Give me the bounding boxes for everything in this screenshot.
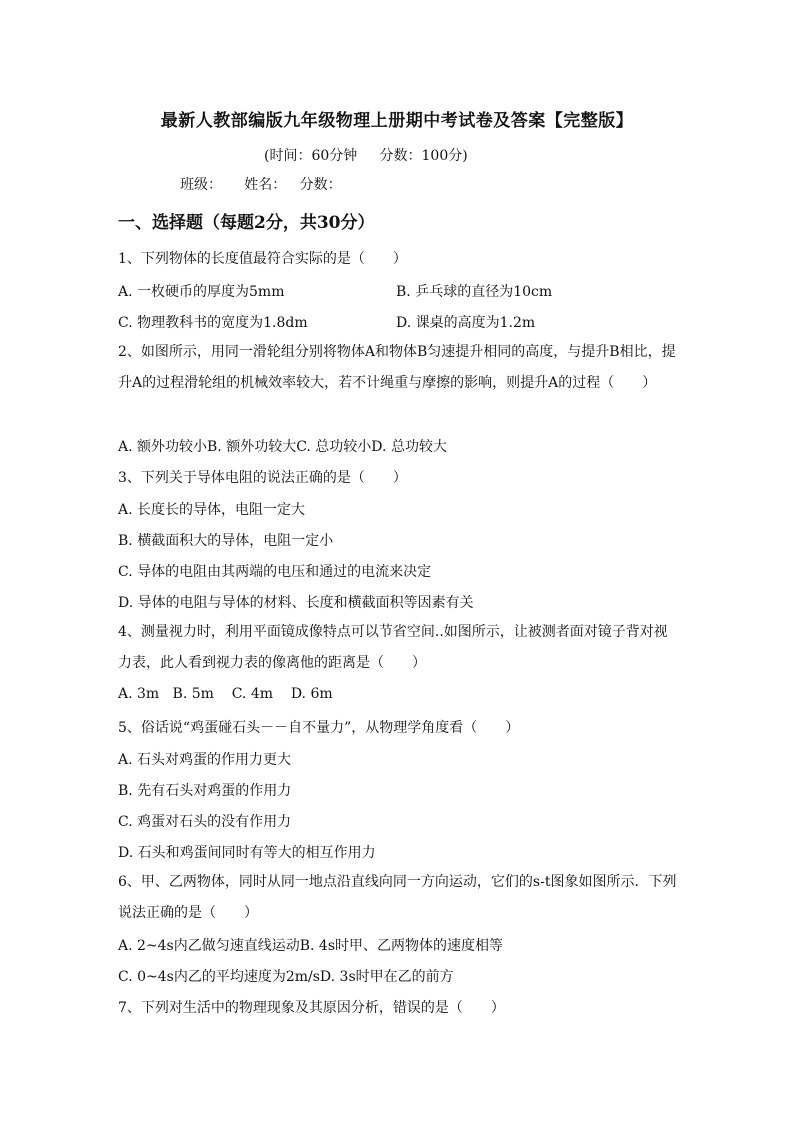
- question-6-stem: 6、甲、乙两物体，同时从同一地点沿直线向同一方向运动，它们的s-t图象如图所示．下列说法正确的是（ ）: [118, 874, 677, 921]
- exam-title: 最新人教部编版九年级物理上册期中考试卷及答案【完整版】: [160, 111, 634, 131]
- section-heading-choice: 一、选择题（每题2分，共30分）: [118, 213, 375, 233]
- student-info-line: 班级： 姓名： 分数：: [180, 177, 342, 193]
- question-5-stem: 5、俗话说“鸡蛋碰石头－－自不量力”，从物理学角度看（ ）: [118, 720, 520, 736]
- question-5-option-a: A. 石头对鸡蛋的作用力更大: [118, 752, 292, 768]
- question-3-option-b: B. 横截面积大的导体，电阻一定小: [118, 533, 334, 549]
- question-3-stem: 3、下列关于导体电阻的说法正确的是（ ）: [118, 470, 407, 486]
- question-5-option-d: D. 石头和鸡蛋间同时有等大的相互作用力: [118, 845, 376, 861]
- question-4-stem: 4、测量视力时，利用平面镜成像特点可以节省空间..如图所示，让被测者面对镜子背对视力表，此人看到视力表的像离他的距离是（ ）: [118, 624, 668, 671]
- question-2-options: A. 额外功较小B. 额外功较大C. 总功较小D. 总功较大: [118, 439, 447, 455]
- question-6-options-ab: A. 2~4s内乙做匀速直线运动B. 4s时甲、乙两物体的速度相等: [118, 938, 504, 954]
- question-3-option-a: A. 长度长的导体，电阻一定大: [118, 502, 306, 518]
- question-5-option-b: B. 先有石头对鸡蛋的作用力: [118, 783, 292, 799]
- question-4-options: A. 3m B. 5m C. 4m D. 6m: [118, 686, 333, 702]
- question-1-option-c: C. 物理教科书的宽度为1.8dm: [118, 315, 308, 331]
- question-3-option-c: C. 导体的电阻由其两端的电压和通过的电流来决定: [118, 564, 432, 580]
- question-1-stem: 1、下列物体的长度值最符合实际的是（ ）: [118, 251, 407, 267]
- question-1-option-d: D. 课桌的高度为1.2m: [396, 315, 536, 331]
- question-7-stem: 7、下列对生活中的物理现象及其原因分析，错误的是（ ）: [118, 1000, 505, 1016]
- question-2-stem: 2、如图所示，用同一滑轮组分别将物体A和物体B匀速提升相同的高度，与提升B相比，提升A的过程滑轮组的机械效率较大，若不计绳重与摩擦的影响，则提升A的过程（ ）: [118, 344, 676, 391]
- question-1-option-b: B. 乒乓球的直径为10cm: [396, 284, 553, 300]
- question-3-option-d: D. 导体的电阻与导体的材料、长度和横截面积等因素有关: [118, 595, 474, 611]
- question-6-options-cd: C. 0~4s内乙的平均速度为2m/sD. 3s时甲在乙的前方: [118, 969, 454, 985]
- exam-time-score: (时间：60分钟 分数：100分): [264, 148, 468, 164]
- question-1-option-a: A. 一枚硬币的厚度为5mm: [118, 284, 285, 300]
- question-5-option-c: C. 鸡蛋对石头的没有作用力: [118, 814, 292, 830]
